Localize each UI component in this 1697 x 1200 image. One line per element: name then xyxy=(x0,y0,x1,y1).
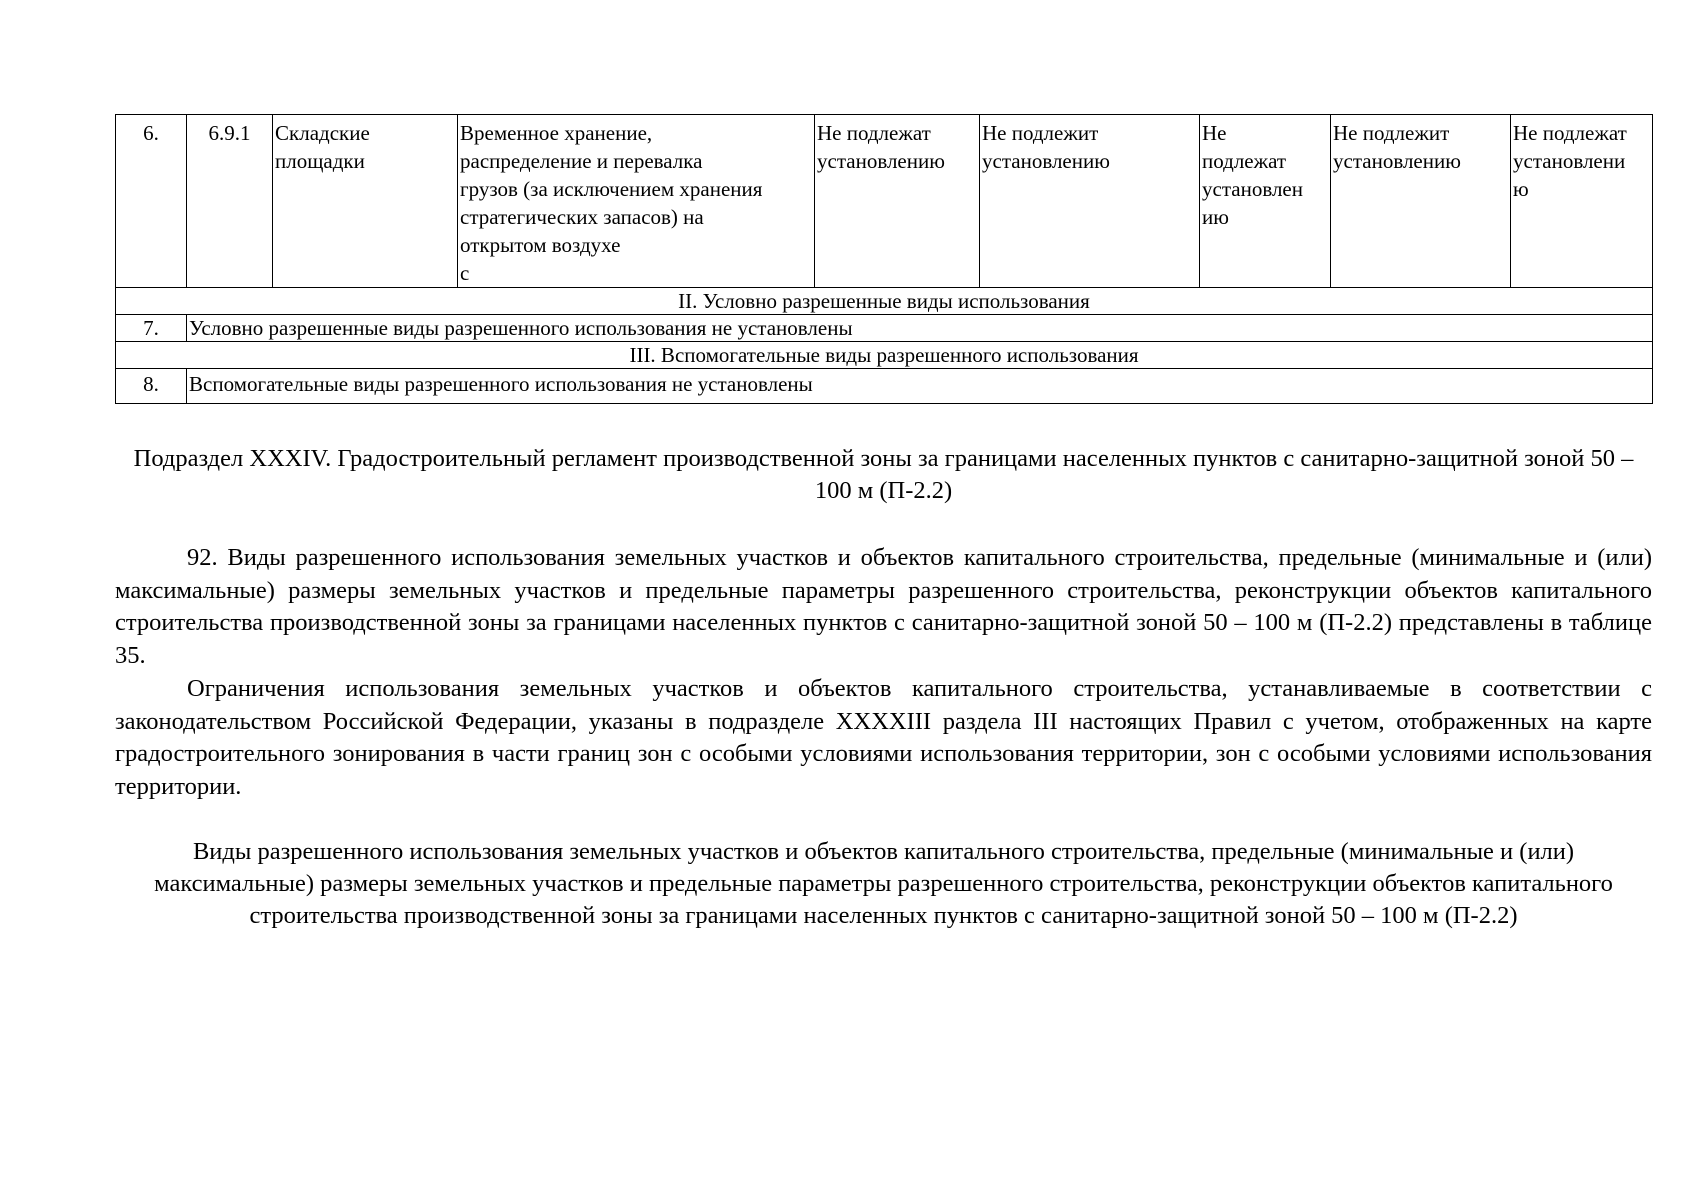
section-title: II. Условно разрешенные виды использования xyxy=(116,288,1653,315)
subsection-heading: Подраздел XXXIV. Градостроительный регламент производственной зоны за границами населенных пунктов с санитарно-защитной зоной 50 – 100 м (П-2.2) xyxy=(133,445,1634,504)
param-cell: Не подлежит установлению xyxy=(1331,115,1511,288)
table-caption: Виды разрешенного использования земельных участков и объектов капитального строительства, предельные (минимальные и (или) максимальные) размеры земельных участков и предельные параметры разрешенного строительства, реконструкции объектов капитального строительства производственной зоны за границами населенных пунктов с санитарно-защитной зоной 50 – 100 м (П-2.2) xyxy=(154,838,1613,929)
param-cell: Не подлежат установлени ю xyxy=(1511,115,1653,288)
param-cell: Не подлежит установлению xyxy=(980,115,1200,288)
table-row xyxy=(116,315,1653,342)
paragraph-92: 92. Виды разрешенного использования земельных участков и объектов капитального строительства, предельные (минимальные и (или) максимальные) размеры земельных участков и предельные параметры разрешенного строительства, реконструкции объектов капитального строительства производственной зоны за границами населенных пунктов с санитарно-защитной зоной 50 – 100 м (П-2.2) представлены в таблице 35. xyxy=(115,544,1652,669)
row-number: 7. xyxy=(116,315,187,342)
param-cell: Не подлежат установлению xyxy=(815,115,980,288)
row-text: Условно разрешенные виды разрешенного использования не установлены xyxy=(187,315,1653,342)
use-name: Складские площадки xyxy=(273,115,458,288)
paragraph-restrictions: Ограничения использования земельных участков и объектов капитального строительства, устанавливаемые в соответствии с законодательством Российской Федерации, указаны в подразделе XXXXIII раздела III настоящих Правил с учетом, отображенных на карте градостроительного зонирования в части границ зон с особыми условиями использования территории, зон с особыми условиями использования территории. xyxy=(115,675,1652,800)
param-cell: Не подлежат установлен ию xyxy=(1200,115,1331,288)
use-description: Временное хранение, распределение и перевалка грузов (за исключением хранения стратегических запасов) на открытом воздухе с xyxy=(458,115,815,288)
table-row xyxy=(116,369,1653,404)
use-code: 6.9.1 xyxy=(187,115,273,288)
table-section-row xyxy=(116,342,1653,369)
row-number: 6. xyxy=(116,115,187,288)
row-text: Вспомогательные виды разрешенного использования не установлены xyxy=(187,369,1653,404)
row-number: 8. xyxy=(116,369,187,404)
zoning-table xyxy=(115,114,1653,404)
table-row xyxy=(116,115,1653,288)
table-section-row xyxy=(116,288,1653,315)
section-title: III. Вспомогательные виды разрешенного использования xyxy=(116,342,1653,369)
